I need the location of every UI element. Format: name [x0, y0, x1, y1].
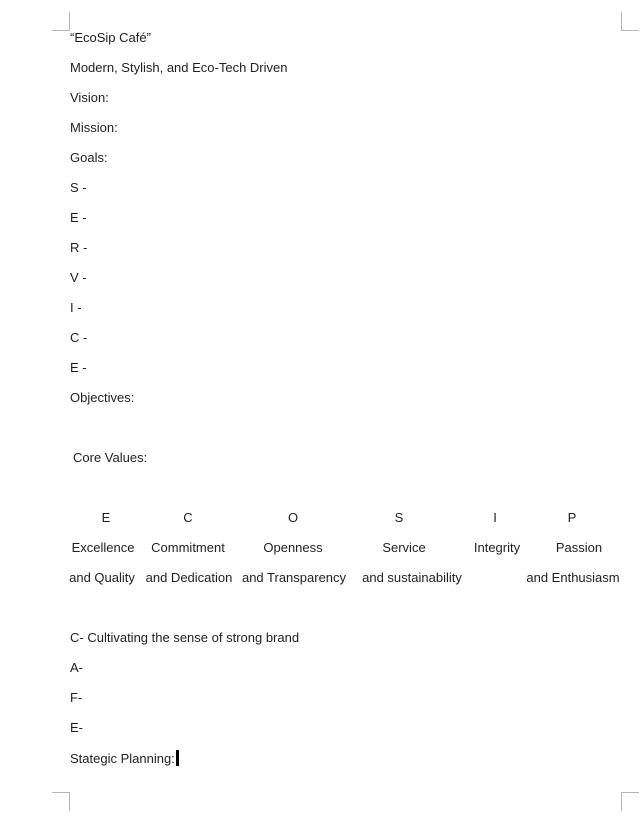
- goal-item: S -: [70, 180, 87, 195]
- goals-label: Goals:: [70, 150, 108, 165]
- goal-item: I -: [70, 300, 82, 315]
- core-value-word: Commitment: [151, 540, 225, 555]
- corner-mark-top-left: [52, 12, 70, 31]
- strategic-planning-label: Stategic Planning:: [70, 751, 175, 766]
- tagline: Modern, Stylish, and Eco-Tech Driven: [70, 60, 288, 75]
- core-value-letter: S: [394, 510, 404, 525]
- goal-item: E -: [70, 360, 87, 375]
- core-values-label: Core Values:: [73, 450, 148, 465]
- corner-mark-top-right: [621, 12, 639, 31]
- core-value-detail: and Transparency: [241, 570, 347, 585]
- goal-item: R -: [70, 240, 88, 255]
- objectives-label: Objectives:: [70, 390, 135, 405]
- core-value-letter: C: [183, 510, 193, 525]
- core-value-word: Excellence: [71, 540, 135, 555]
- core-value-word: Service: [382, 540, 426, 555]
- core-value-detail: and Enthusiasm: [526, 570, 620, 585]
- core-value-detail: and Dedication: [145, 570, 233, 585]
- cafe-line: A-: [70, 660, 83, 675]
- mission-label: Mission:: [70, 120, 118, 135]
- core-value-word: Passion: [555, 540, 603, 555]
- core-value-letter: P: [567, 510, 577, 525]
- core-value-word: Integrity: [473, 540, 521, 555]
- corner-mark-bottom-left: [52, 792, 70, 811]
- document-title: “EcoSip Café”: [70, 30, 151, 45]
- cafe-line: C- Cultivating the sense of strong brand: [70, 630, 300, 645]
- core-value-detail: and Quality: [69, 570, 135, 585]
- core-value-letter: I: [493, 510, 497, 525]
- text-cursor: [176, 750, 179, 766]
- goal-item: C -: [70, 330, 88, 345]
- goal-item: V -: [70, 270, 87, 285]
- goal-item: E -: [70, 210, 87, 225]
- core-value-word: Openness: [263, 540, 323, 555]
- core-value-letter: O: [287, 510, 299, 525]
- core-value-detail: and sustainability: [362, 570, 462, 585]
- cafe-line: E-: [70, 720, 83, 735]
- core-value-letter: E: [101, 510, 111, 525]
- vision-label: Vision:: [70, 90, 109, 105]
- cafe-line: F-: [70, 690, 83, 705]
- corner-mark-bottom-right: [621, 792, 639, 811]
- strategic-planning-line[interactable]: [70, 750, 179, 767]
